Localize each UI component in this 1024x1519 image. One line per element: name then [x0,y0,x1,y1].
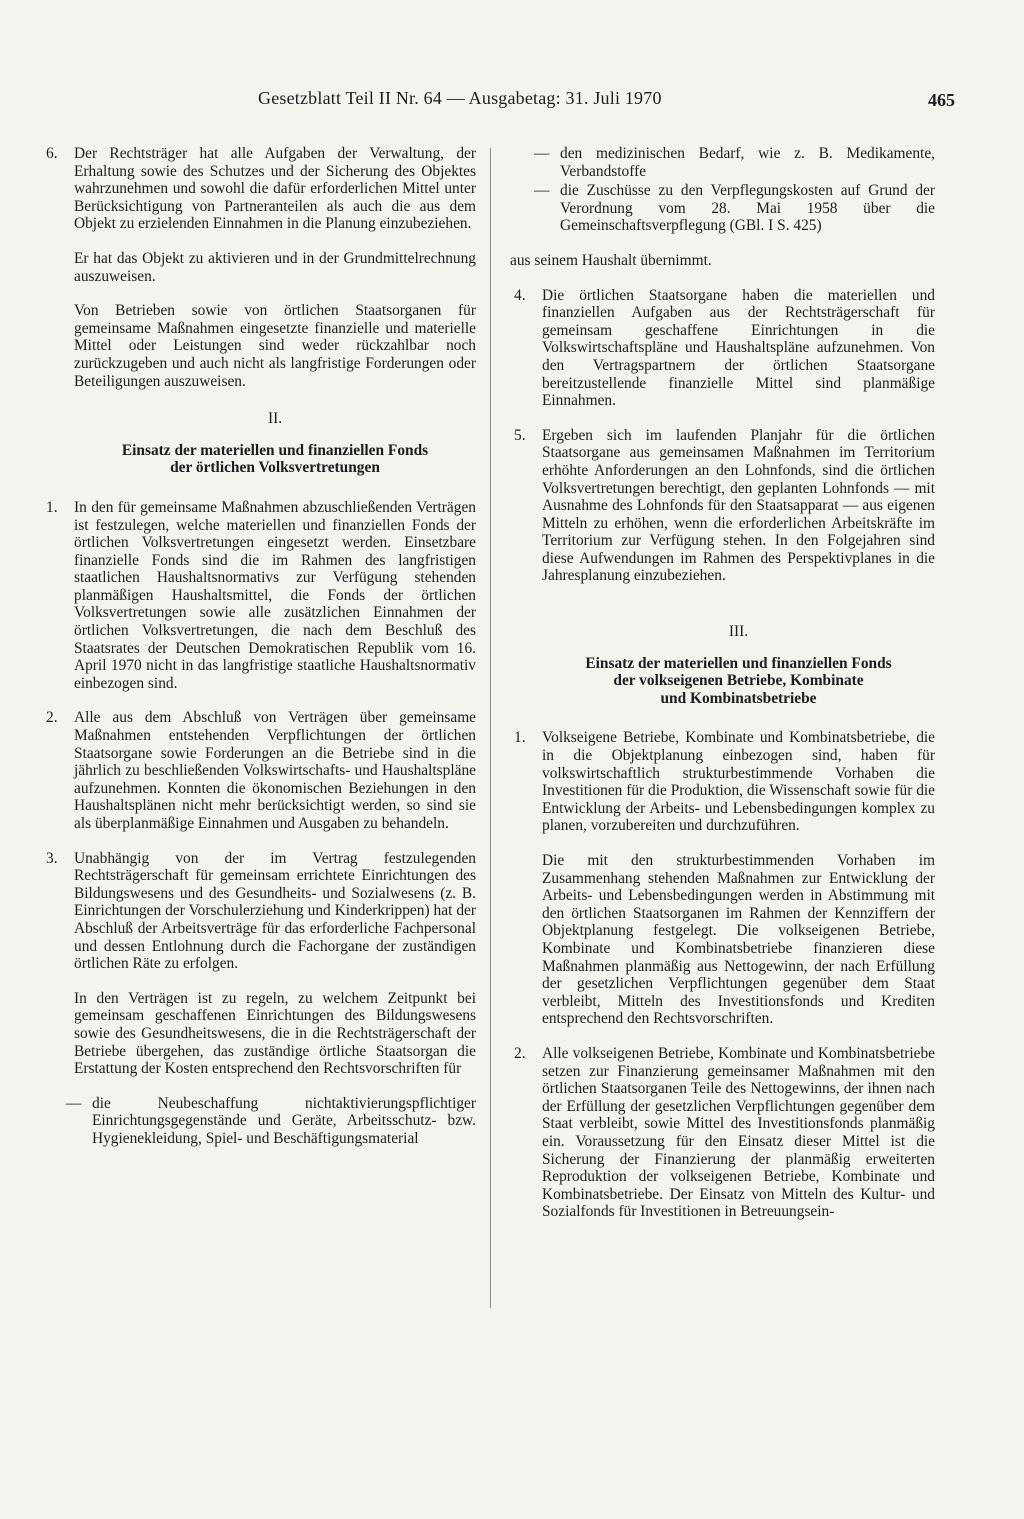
paragraph-haushalt: aus seinem Haushalt übernimmt. [510,251,712,269]
item-text: Unabhängig von der im Vertrag festzulegenden Rechtsträgerschaft für gemeinsam errichtete Einrichtungen des Bildungswesens und des Gesundheits- und Sozialwesens (z. B. Einrichtungen der Vorschulerziehung und Kinderkrippen) hat der Abschluß der Arbeitsverträge für das erforderliche Fachpersonal und dessen Entlohnung durch die Fachorgane der zuständigen örtlichen Räte zu erfolgen. [74,849,476,973]
item-4 [510,287,935,410]
page-number: 465 [928,90,955,110]
dash-symbol: — [534,145,550,162]
dash-text: den medizinischen Bedarf, wie z. B. Medikamente, Verbandstoffe [560,145,935,180]
item-3 [42,850,476,973]
item-number: 1. [46,498,58,516]
section-title-line: und Kombinatsbetriebe [660,689,817,707]
item-6 [42,145,476,233]
item-text: Die örtlichen Staatsorgane haben die materiellen und finanziellen Aufgaben aus der Rechtsträgerschaft für gemeinsam geschaffene Einrichtungen in die Volkswirtschaftspläne und Haushaltspläne aufzunehmen. Von den Vertragspartnern der örtlichen Staatsorgane bereitzustellende finanzielle Mittel sind planmäßige Einnahmen. [542,286,935,410]
item-number: 2. [514,1044,526,1062]
section-title [542,655,935,708]
item-1 [42,499,476,693]
section-title-line: Einsatz der materiellen und finanziellen Fonds [121,441,429,459]
item-text: Ergeben sich im laufenden Planjahr für die örtlichen Staatsorgane aus gemeinsamen Maßnahmen im Territorium erhöhte Anforderungen an den Lohnfonds, sind die örtlichen Volksvertretungen berechtigt, den geplanten Lohnfonds — mit Ausnahme des Lohnfonds für den Staatsapparat — aus eigenen Mitteln zu erhöhen, wenn die erforderlichen Arbeitskräfte im Territorium zur Verfügung stehen. In den Folgejahren sind diese Aufwendungen im Rahmen des Perspektivplanes in die Jahresplanung einzubeziehen. [542,426,935,585]
running-title: Gesetzblatt Teil II Nr. 64 — Ausgabetag: 31. Juli 1970 [258,88,662,108]
item-text: Der Rechtsträger hat alle Aufgaben der Verwaltung, der Erhaltung sowie des Schutzes und der Sicherung des Objektes wahrzunehmen und sowohl die dafür erforderlichen Mittel unter Berücksichtigung von Partneranteilen als auch die aus dem Objekt zu erzielenden Einnahmen in die Planung einzubeziehen. [74,145,476,233]
dash-text: die Neubeschaffung nichtaktivierungspflichtiger Einrichtungsgegenstände und Geräte, Arbeitsschutz- bzw. Hygienekleidung, Spiel- und Beschäftigungsmaterial [92,1094,476,1147]
item-text: In den für gemeinsame Maßnahmen abzuschließenden Verträgen ist festzulegen, welche materiellen und finanziellen Fonds der örtlichen Volksvertretungen eingesetzt werden. Einsetzbare finanzielle Fonds sind die im Rahmen des langfristigen staatlichen Haushaltsnormativs zur Verfügung stehenden planmäßigen Haushaltsmittel, die Fonds der örtlichen Volksvertretungen sowie alle zusätzlichen Einnahmen der örtlichen Volksvertretungen, die nach dem Beschluß des Staatsrates der Deutschen Demokratischen Republik vom 16. April 1970 nicht in das langfristige staatliche Haushaltsnormativ einbezogen sind. [74,498,476,692]
item-text: Alle aus dem Abschluß von Verträgen über gemeinsame Maßnahmen entstehenden Verpflichtungen der örtlichen Staatsorgane sowie Forderungen an die Betriebe sind in die jährlich zu beschließenden Volkswirtschafts- und Haushaltspläne aufzunehmen. Konnten die ökonomischen Beziehungen in den Haushaltsplänen nicht mehr berücksichtigt werden, so sind sie als überplanmäßige Einnahmen und Ausgaben zu behandeln. [74,709,476,832]
item-number: 1. [514,729,526,747]
item-text: Alle volkseigenen Betriebe, Kombinate und Kombinatsbetriebe setzen zur Finanzierung gemeinsamer Maßnahmen mit den örtlichen Staatsorganen Teile des Nettogewinns, der ihnen nach der Erfüllung der gesetzlichen Verpflichtungen gegenüber dem Staat verbleibt, sowie Mittel des Investitionsfonds planmäßig ein. Voraussetzung für den Einsatz dieser Mittel ist die Sicherung der Finanzierung der planmäßig erweiterten Reproduktion der volkseigenen Betriebe, Kombinate und Kombinatsbetriebe. Der Einsatz von Mitteln des Kultur- und Sozialfonds für Investitionen in Betreuungsein- [542,1044,935,1221]
item-text: Volkseigene Betriebe, Kombinate und Kombinatsbetriebe, die in die Objektplanung einbezogen sind, haben für volkswirtschaftlich strukturbestimmende Vorhaben die Investitionen für die Produktion, die Wissenschaft sowie für die Entwicklung der Arbeits- und Lebensbedingungen komplex zu planen, vorzubereiten und durchzuführen. [542,729,935,835]
section-number: III. [728,623,749,641]
right-column [510,145,935,1238]
section-title [74,442,476,477]
item-number: 3. [46,849,58,867]
paragraph-aktivieren: Er hat das Objekt zu aktivieren und in der Grundmittelrechnung auszuweisen. [74,249,476,285]
item-number: 6. [46,145,58,162]
item-2 [510,1045,935,1221]
dash-symbol: — [66,1094,82,1112]
dash-text: die Zuschüsse zu den Verpflegungskosten auf Grund der Verordnung vom 28. Mai 1958 über die Gemeinschaftsverpflegung (GBl. I S. 425) [560,182,935,235]
column-divider [490,148,491,1308]
left-column [42,145,476,1150]
section-title-line: der örtlichen Volksvertretungen [170,459,380,477]
item-1 [510,729,935,835]
section-title-line: Einsatz der materiellen und finanziellen Fonds [585,654,892,672]
item-number: 2. [46,709,58,727]
dash-item [510,182,935,235]
item-2 [42,709,476,832]
paragraph-struktur: Die mit den strukturbestimmenden Vorhaben im Zusammenhang stehenden Maßnahmen zur Entwicklung der Arbeits- und Lebensbedingungen werden in Abstimmung mit den örtlichen Staatsorganen im Rahmen der Kennziffern der Objektplanung festgelegt. Die volkseigenen Betriebe, Kombinate und Kombinatsbetriebe finanzieren diese Maßnahmen planmäßig aus Nettogewinn, der nach Erfüllung der gesetzlichen Verpflichtungen gegenüber dem Staat verbleibt, Mitteln des Investitionsfonds und Krediten entsprechend den Rechtsvorschriften. [542,852,935,1028]
section-title-line: der volkseigenen Betriebe, Kombinate [613,672,864,690]
dash-item [42,1095,476,1148]
paragraph-betrieben: Von Betrieben sowie von örtlichen Staatsorganen für gemeinsame Maßnahmen eingesetzte finanzielle und materielle Mittel oder Leistungen sind weder rückzahlbar noch zurückzugeben und auch nicht als langfristige Forderungen oder Beteiligungen auszuweisen. [74,302,476,390]
item-number: 5. [514,426,526,444]
paragraph-vertraegen: In den Verträgen ist zu regeln, zu welchem Zeitpunkt bei gemeinsam geschaffenen Einrichtungen des Bildungswesens sowie des Gesundheitswesens, die in die Rechtsträgerschaft der Betriebe übergehen, das zuständige örtliche Staatsorgan die Erstattung der Kosten entsprechend den Rechtsvorschriften für [74,989,476,1078]
section-number: II. [267,410,283,428]
item-number: 4. [514,286,526,304]
item-5 [510,427,935,585]
dash-symbol: — [534,182,550,200]
dash-item [510,145,935,180]
